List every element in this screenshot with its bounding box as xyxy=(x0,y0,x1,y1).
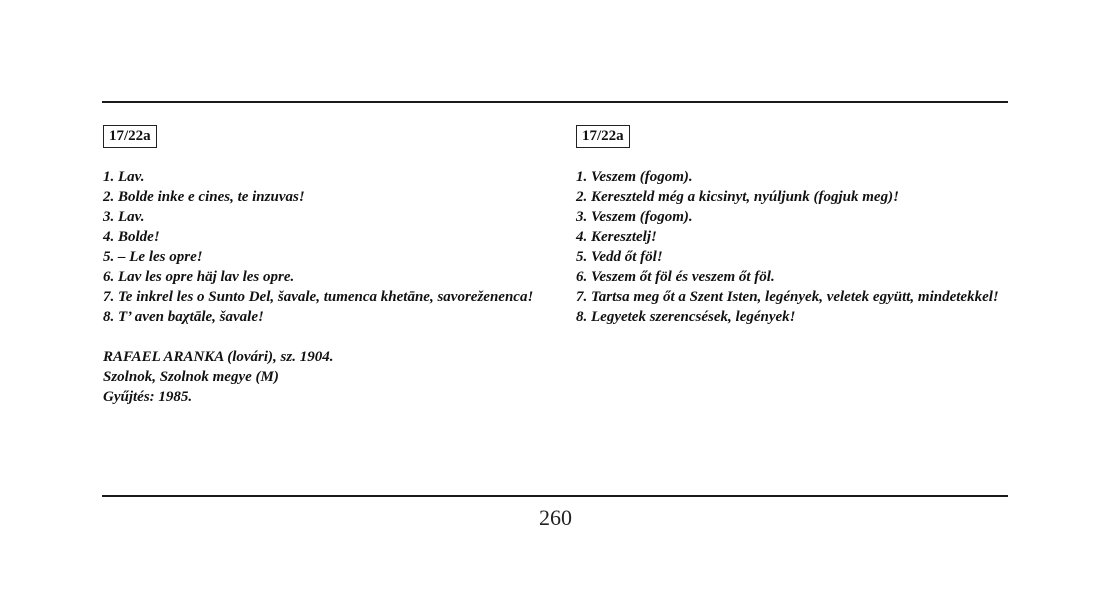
left-verse-lines xyxy=(103,167,536,327)
left-verse-line-3: 3. Lav. xyxy=(103,209,145,225)
page-number: 260 xyxy=(539,505,572,530)
left-column xyxy=(103,125,536,407)
right-verse-lines xyxy=(576,167,1009,327)
performer-line: RAFAEL ARANKA (lovári), sz. 1904. xyxy=(103,349,334,365)
right-verse-line-7: 7. Tartsa meg őt a Szent Isten, legények, veletek együtt, mindetekkel! xyxy=(576,289,999,305)
left-source-info xyxy=(103,347,536,407)
right-verse-line-4: 4. Keresztelj! xyxy=(576,229,657,245)
left-verse-line-4: 4. Bolde! xyxy=(103,229,160,245)
right-verse-line-3: 3. Veszem (fogom). xyxy=(576,209,693,225)
left-verse-line-2: 2. Bolde inke e cines, te inzuvas! xyxy=(103,189,305,205)
left-verse-line-7: 7. Te inkrel les o Sunto Del, šavale, tumenca khetāne, savoreženenca! xyxy=(103,289,534,305)
collection-date-line: Gyűjtés: 1985. xyxy=(103,389,193,405)
left-verse-line-8: 8. T’ aven baχtāle, šavale! xyxy=(103,309,264,325)
right-song-code: 17/22a xyxy=(576,125,630,148)
top-rule xyxy=(102,101,1008,103)
right-column xyxy=(576,125,1009,327)
left-verse-line-5: 5. – Le les opre! xyxy=(103,249,203,265)
left-song-code: 17/22a xyxy=(103,125,157,148)
right-verse-line-1: 1. Veszem (fogom). xyxy=(576,169,693,185)
location-line: Szolnok, Szolnok megye (M) xyxy=(103,369,279,385)
bottom-rule xyxy=(102,495,1008,497)
left-verse-line-6: 6. Lav les opre häj lav les opre. xyxy=(103,269,295,285)
left-verse-line-1: 1. Lav. xyxy=(103,169,145,185)
right-verse-line-8: 8. Legyetek szerencsések, legények! xyxy=(576,309,796,325)
right-verse-line-2: 2. Kereszteld még a kicsinyt, nyúljunk (fogjuk meg)! xyxy=(576,189,899,205)
right-verse-line-6: 6. Veszem őt föl és veszem őt föl. xyxy=(576,269,775,285)
right-verse-line-5: 5. Vedd őt föl! xyxy=(576,249,663,265)
